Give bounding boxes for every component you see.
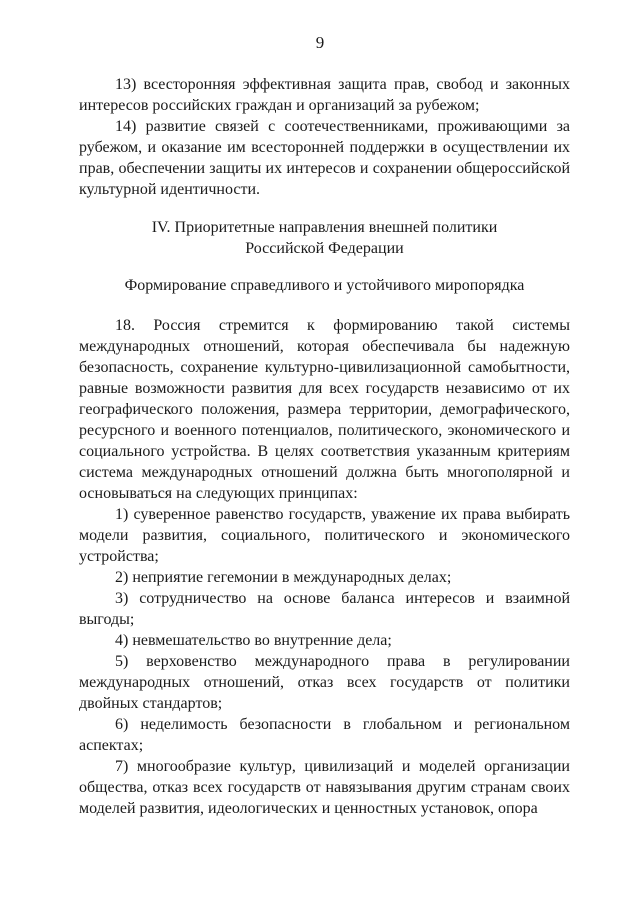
section-heading-line-2: Российской Федерации — [245, 240, 404, 257]
paragraph-item-13: 13) всесторонняя эффективная защита прав, свобод и законных интересов российских граждан и организаций за рубежом; — [79, 76, 570, 114]
paragraph-18: 18. Россия стремится к формированию такой системы международных отношений, которая обеспечивала бы надежную безопасность, сохранение культурно-цивилизационной самобытности, равные возможности развития для всех государств независимо от их географического положения, размера территории, демографического, ресурсного и военного потенциалов, политического, экономического и социального устройства. В целях соответствия указанным критериям система международных отношений должна быть многополярной и основываться на следующих принципах: — [79, 317, 570, 502]
subheading: Формирование справедливого и устойчивого миропорядка — [124, 277, 525, 294]
principle-3: 3) сотрудничество на основе баланса интересов и взаимной выгоды; — [79, 590, 570, 628]
principle-7: 7) многообразие культур, цивилизаций и моделей организации общества, отказ всех государств от навязывания другим странам своих моделей развития, идеологических и ценностных установок, опора — [79, 758, 570, 817]
document-body — [79, 74, 570, 819]
principle-1: 1) суверенное равенство государств, уважение их права выбирать модели развития, социального, политического и экономического устройства; — [79, 506, 570, 565]
page-number: 9 — [315, 33, 325, 52]
paragraph-item-14: 14) развитие связей с соотечественниками, проживающими за рубежом, и оказание им всесторонней поддержки в осуществлении их прав, обеспечении защиты их интересов и сохранении общероссийской культурной идентичности. — [79, 118, 570, 198]
principle-5: 5) верховенство международного права в регулировании международных отношений, отказ всех государств от политики двойных стандартов; — [79, 653, 570, 712]
section-heading-line-1: IV. Приоритетные направления внешней политики — [151, 219, 498, 236]
principle-2: 2) неприятие гегемонии в международных делах; — [115, 569, 452, 586]
principle-6: 6) неделимость безопасности в глобальном и региональном аспектах; — [79, 716, 570, 754]
principle-4: 4) невмешательство во внутренние дела; — [115, 632, 392, 649]
